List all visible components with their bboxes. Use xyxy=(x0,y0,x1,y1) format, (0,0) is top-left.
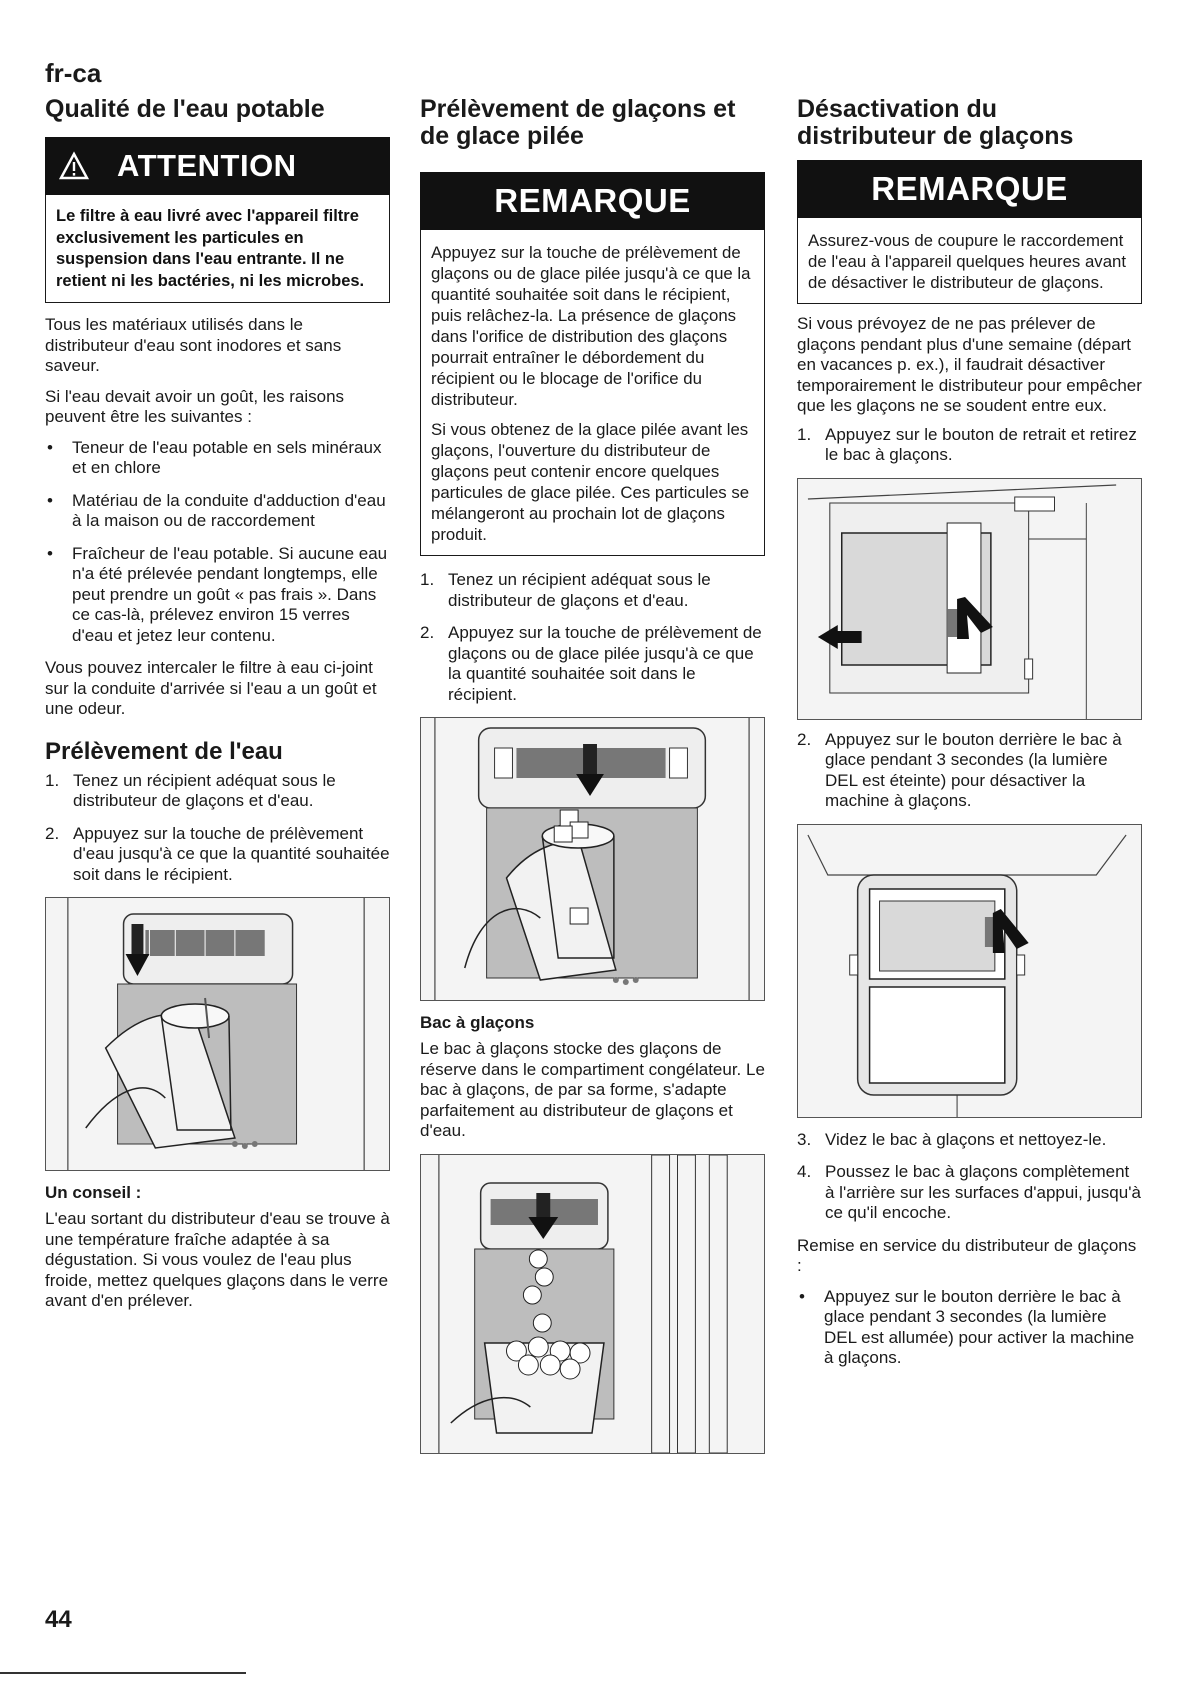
note-header: REMARQUE xyxy=(797,160,1142,218)
water-dispenser-drawing xyxy=(46,898,389,1170)
reactivation-list xyxy=(797,1287,1142,1369)
paragraph: Si vous prévoyez de ne pas prélever de glaçons pendant plus d'une semaine (départ en vacances p. ex.), il faudrait désactiver temporairement le distributeur pour empêcher que les glaçons ne se soudent entre eux. xyxy=(797,314,1142,415)
list-item: 1. Appuyez sur le bouton de retrait et retirez le bac à glaçons. xyxy=(797,424,1137,464)
list-item: 2. Appuyez sur la touche de prélèvement de glaçons ou de glace pilée jusqu'à ce que la quantité souhaitée soit dans le récipient. xyxy=(420,623,762,704)
attention-box xyxy=(45,137,390,303)
note-box xyxy=(797,160,1142,304)
warning-triangle-icon xyxy=(59,151,89,181)
section-title-ice-dispensing: Prélèvement de glaçons et de glace pilée xyxy=(420,95,736,150)
language-code: fr-ca xyxy=(45,58,102,88)
note-paragraph: Si vous obtenez de la glace pilée avant les glaçons, l'ouverture du distributeur de glaçons peut contenir encore quelques particules de glace pilée. Ces particules se mélangeront au prochain lot de glaçons produit. xyxy=(431,420,750,544)
deactivation-steps-list xyxy=(797,425,1142,466)
footer-rule xyxy=(0,1672,246,1674)
paragraph: Vous pouvez intercaler le filtre à eau ci-joint sur la conduite d'arrivée si l'eau a un goût et une odeur. xyxy=(45,658,377,718)
attention-text: Le filtre à eau livré avec l'appareil filtre exclusivement les particules en suspension dans l'eau entrante. Il ne retient ni les bactéries, ni les microbes. xyxy=(56,207,365,290)
list-item: 1. Tenez un récipient adéquat sous le distributeur de glaçons et d'eau. xyxy=(420,570,711,610)
ice-maker-button-illustration xyxy=(797,824,1142,1118)
column-ice-deactivation xyxy=(797,96,1142,1381)
note-box xyxy=(420,172,765,556)
water-steps-list xyxy=(45,771,390,886)
ice-steps-list xyxy=(420,570,765,705)
water-dispenser-illustration xyxy=(45,897,390,1171)
ice-bin-text: Le bac à glaçons stocke des glaçons de réserve dans le compartiment congélateur. Le bac à glaçons, de par sa forme, s'adapte parfaitement au distributeur de glaçons et d'eau. xyxy=(420,1039,765,1140)
note-body xyxy=(421,230,764,555)
ice-bin-removal-illustration xyxy=(797,478,1142,720)
attention-heading: ATTENTION xyxy=(117,148,297,183)
note-header: REMARQUE xyxy=(420,172,765,230)
list-item: • Matériau de la conduite d'adduction d'eau à la maison ou de raccordement xyxy=(47,490,386,530)
ice-bin-heading: Bac à glaçons xyxy=(420,1013,535,1032)
section-title-water-dispensing: Prélèvement de l'eau xyxy=(45,737,283,765)
section-title-ice-deactivation: Désactivation du distributeur de glaçons xyxy=(797,95,1074,150)
note-body: Assurez-vous de coupure le raccordement de l'eau à l'appareil quelques heures avant de désactiver le distributeur de glaçons. xyxy=(808,231,1127,292)
list-item: • Fraîcheur de l'eau potable. Si aucune eau n'a été prélevée pendant longtemps, elle peut prendre un goût « pas frais ». Dans ce cas-là, prélevez environ 15 verres d'eau et jetez leur contenu. xyxy=(47,543,388,645)
bullet-icon: • xyxy=(47,543,53,563)
list-item: • Appuyez sur le bouton derrière le bac à glace pendant 3 secondes (la lumière DEL est allumée) pour activer la machine à glaçons. xyxy=(799,1286,1135,1367)
paragraph: Si l'eau devait avoir un goût, les raisons peuvent être les suivantes : xyxy=(45,386,345,426)
ice-dispenser-drawing xyxy=(421,718,764,1000)
list-item: 1. Tenez un récipient adéquat sous le distributeur de glaçons et d'eau. xyxy=(45,770,336,810)
tip-heading: Un conseil : xyxy=(45,1183,142,1202)
paragraph: Tous les matériaux utilisés dans le distributeur d'eau sont inodores et sans saveur. xyxy=(45,315,342,375)
bullet-icon: • xyxy=(47,490,53,510)
column-water-quality xyxy=(45,96,390,1312)
bullet-icon: • xyxy=(47,437,53,457)
list-item: 2. Appuyez sur la touche de prélèvement d'eau jusqu'à ce que la quantité souhaitée soit dans le récipient. xyxy=(45,823,390,884)
paragraph: Remise en service du distributeur de glaçons : xyxy=(797,1235,1137,1275)
deactivation-steps-list xyxy=(797,1130,1142,1224)
ice-maker-button-drawing xyxy=(798,825,1141,1117)
attention-header xyxy=(45,137,390,195)
note-paragraph: Appuyez sur la touche de prélèvement de glaçons ou de glace pilée jusqu'à ce que la quantité souhaitée soit dans le récipient, puis relâchez-la. La présence de glaçons dans l'orifice de distribution des glaçons pourrait entraîner le débordement du récipient ou le blocage de l'orifice du distributeur. xyxy=(431,243,751,409)
ice-bin-illustration xyxy=(420,1154,765,1454)
list-item: 3. Videz le bac à glaçons et nettoyez-le. xyxy=(797,1129,1107,1149)
bullet-icon: • xyxy=(799,1286,805,1306)
list-item: 4. Poussez le bac à glaçons complètement à l'arrière sur les surfaces d'appui, jusqu'à ce qu'il encoche. xyxy=(797,1162,1141,1222)
list-item: 2. Appuyez sur le bouton derrière le bac à glace pendant 3 secondes (la lumière DEL est éteinte) pour désactiver la machine à glaçons. xyxy=(797,729,1122,810)
deactivation-steps-list xyxy=(797,730,1142,812)
section-title-water-quality: Qualité de l'eau potable xyxy=(45,95,325,123)
ice-bin-drawing xyxy=(421,1155,764,1453)
taste-causes-list xyxy=(45,438,390,647)
column-ice-dispensing xyxy=(420,96,765,1454)
list-item: • Teneur de l'eau potable en sels minéraux et en chlore xyxy=(47,437,382,477)
ice-bin-removal-drawing xyxy=(798,479,1141,719)
tip-text: L'eau sortant du distributeur d'eau se trouve à une température fraîche adaptée à sa dégustation. Si vous voulez de l'eau plus froide, mettez quelques glaçons dans le verre avant d'en prélever. xyxy=(45,1209,390,1310)
page-number: 44 xyxy=(45,1606,72,1633)
ice-dispenser-illustration xyxy=(420,717,765,1001)
